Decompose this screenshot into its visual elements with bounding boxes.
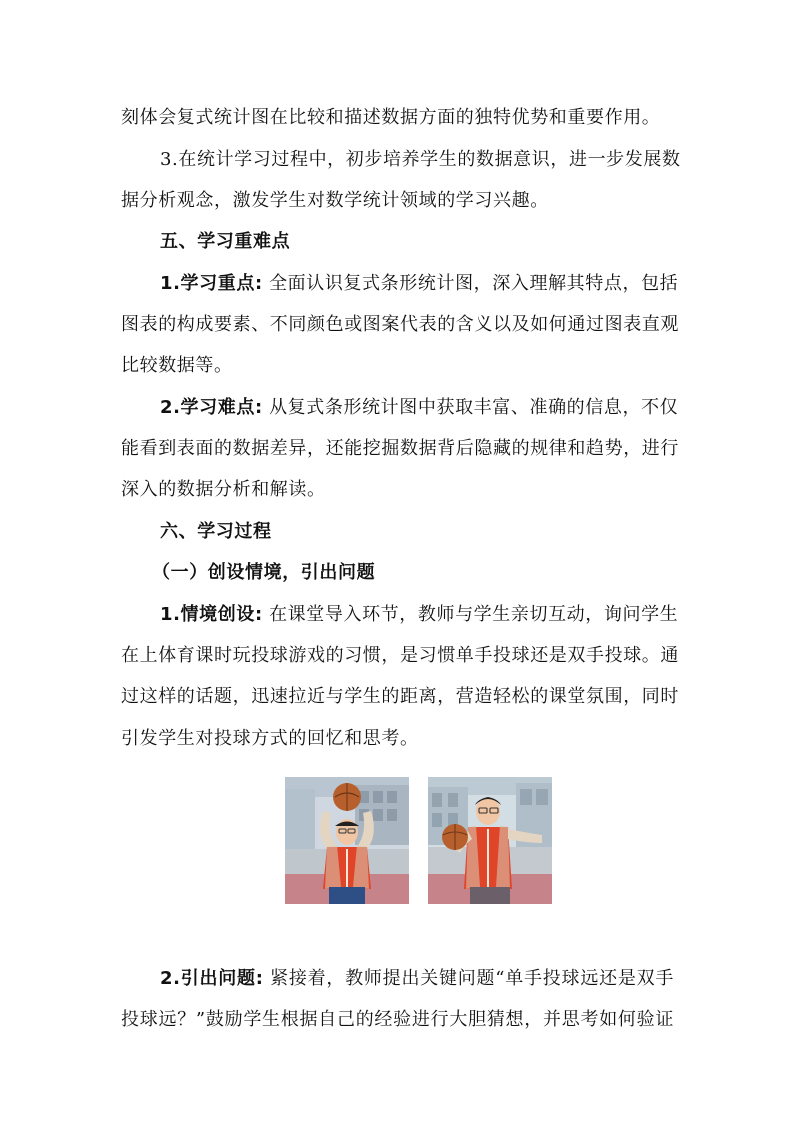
paragraph-line: 能看到表面的数据差异，还能挖掘数据背后隐藏的规律和趋势，进行 (121, 438, 679, 459)
question-text: 紧接着，教师提出关键问题“单手投球远还是双手 (263, 968, 674, 989)
paragraph-line: 据分析观念，激发学生对数学统计领域的学习兴趣。 (121, 190, 549, 211)
paragraph-line: 投球远？”鼓励学生根据自己的经验进行大胆猜想，并思考如何验证 (121, 1009, 674, 1030)
section-heading-5: 五、学习重难点 (160, 231, 291, 252)
difficulty-line (160, 396, 679, 420)
key-point-label: 1.学习重点: (160, 273, 263, 294)
two-hand-throw-photo (285, 777, 409, 904)
objective-3-line: 3.在统计学习过程中，初步培养学生的数据意识，进一步发展数 (160, 149, 681, 170)
difficulty-text: 从复式条形统计图中获取丰富、准确的信息，不仅 (262, 397, 679, 418)
key-point-text: 全面认识复式条形统计图，深入理解其特点，包括 (262, 273, 679, 294)
paragraph-line: 比较数据等。 (121, 355, 233, 376)
scenario-text: 在课堂导入环节，教师与学生亲切互动，询问学生 (262, 604, 679, 625)
paragraph-line: 过这样的话题，迅速拉近与学生的距离，营造轻松的课堂氛围，同时 (121, 686, 679, 707)
scenario-label: 1.情境创设: (160, 604, 263, 625)
paragraph-line: 图表的构成要素、不同颜色或图案代表的含义以及如何通过图表直观 (121, 314, 679, 335)
difficulty-label: 2.学习难点: (160, 397, 263, 418)
one-hand-throw-photo (428, 777, 552, 904)
question-label: 2.引出问题: (160, 968, 264, 989)
subsection-heading-1: （一）创设情境，引出问题 (152, 562, 376, 583)
key-point-line (160, 272, 679, 296)
paragraph-line: 深入的数据分析和解读。 (121, 479, 326, 500)
paragraph-line: 在上体育课时玩投球游戏的习惯，是习惯单手投球还是双手投球。通 (121, 645, 679, 666)
paragraph-line: 刻体会复式统计图在比较和描述数据方面的独特优势和重要作用。 (121, 107, 661, 128)
scenario-line (160, 603, 679, 627)
section-heading-6: 六、学习过程 (160, 521, 272, 542)
paragraph-line: 引发学生对投球方式的回忆和思考。 (121, 728, 419, 749)
question-line (160, 967, 674, 991)
